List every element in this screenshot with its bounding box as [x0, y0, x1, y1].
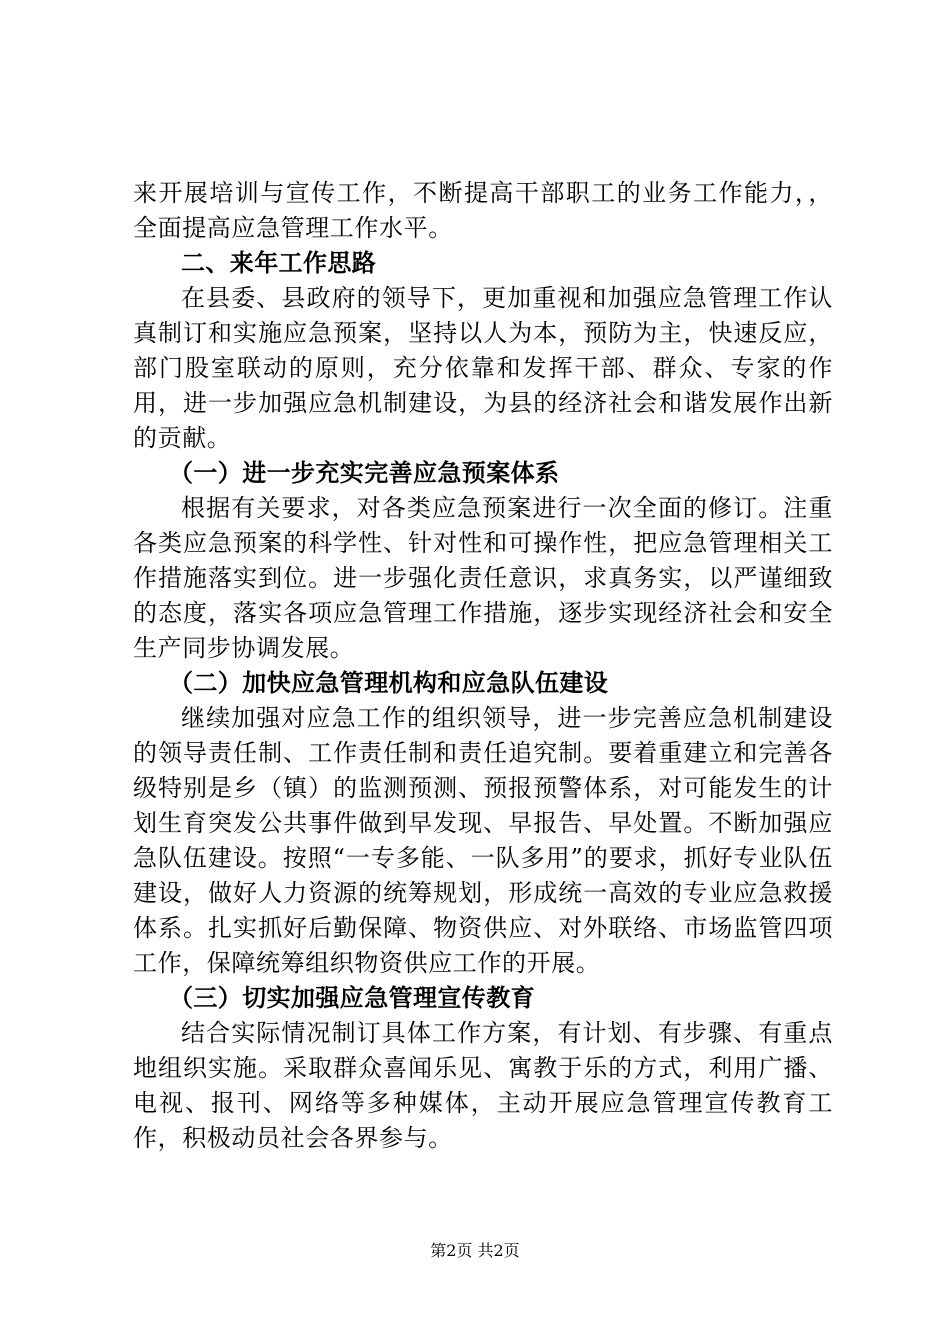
paragraph-emergency-plan-system: 根据有关要求，对各类应急预案进行一次全面的修订。注重各类应急预案的科学性、针对性和可操作性，把应急管理相关工作措施落实到位。进一步强化责任意识，求真务实，以严谨细致的态度，落实各项应急管理工作措施，逐步实现经济社会和安全生产同步协调发展。	[133, 494, 833, 662]
subheading-emergency-plan-system: （一）进一步充实完善应急预案体系	[169, 459, 560, 487]
document-body	[133, 176, 833, 1156]
paragraph-continuation: 来开展培训与宣传工作，不断提高干部职工的业务工作能力，，全面提高应急管理工作水平。	[133, 179, 833, 242]
page-footer	[0, 1240, 950, 1262]
paragraph-emergency-team-building: 继续加强对应急工作的组织领导，进一步完善应急机制建设的领导责任制、工作责任制和责任追究制。要着重建立和完善各级特别是乡（镇）的监测预测、预报预警体系，对可能发生的计划生育突发公共事件做到早发现、早报告、早处置。不断加强应急队伍建设。按照“一专多能、一队多用”的要求，抓好专业队伍建设，做好人力资源的统筹规划，形成统一高效的专业应急救援体系。扎实抓好后勤保障、物资供应、对外联络、市场监管四项工作，保障统筹组织物资供应工作的开展。	[133, 704, 833, 977]
section-heading-next-year-plan: 二、来年工作思路	[181, 249, 377, 277]
paragraph-publicity-education: 结合实际情况制订具体工作方案，有计划、有步骤、有重点地组织实施。采取群众喜闻乐见、寓教于乐的方式，利用广播、电视、报刊、网络等多种媒体，主动开展应急管理宣传教育工作，积极动员社会各界参与。	[133, 1019, 833, 1152]
subheading-emergency-team-building: （二）加快应急管理机构和应急队伍建设	[169, 669, 609, 697]
paragraph-intro: 在县委、县政府的领导下，更加重视和加强应急管理工作认真制订和实施应急预案，坚持以人为本，预防为主，快速反应，部门股室联动的原则，充分依靠和发挥干部、群众、专家的作用，进一步加强应急机制建设，为县的经济社会和谐发展作出新的贡献。	[133, 284, 833, 452]
page-number-label: 第2页 共2页	[430, 1241, 520, 1260]
subheading-publicity-education: （三）切实加强应急管理宣传教育	[169, 984, 535, 1012]
